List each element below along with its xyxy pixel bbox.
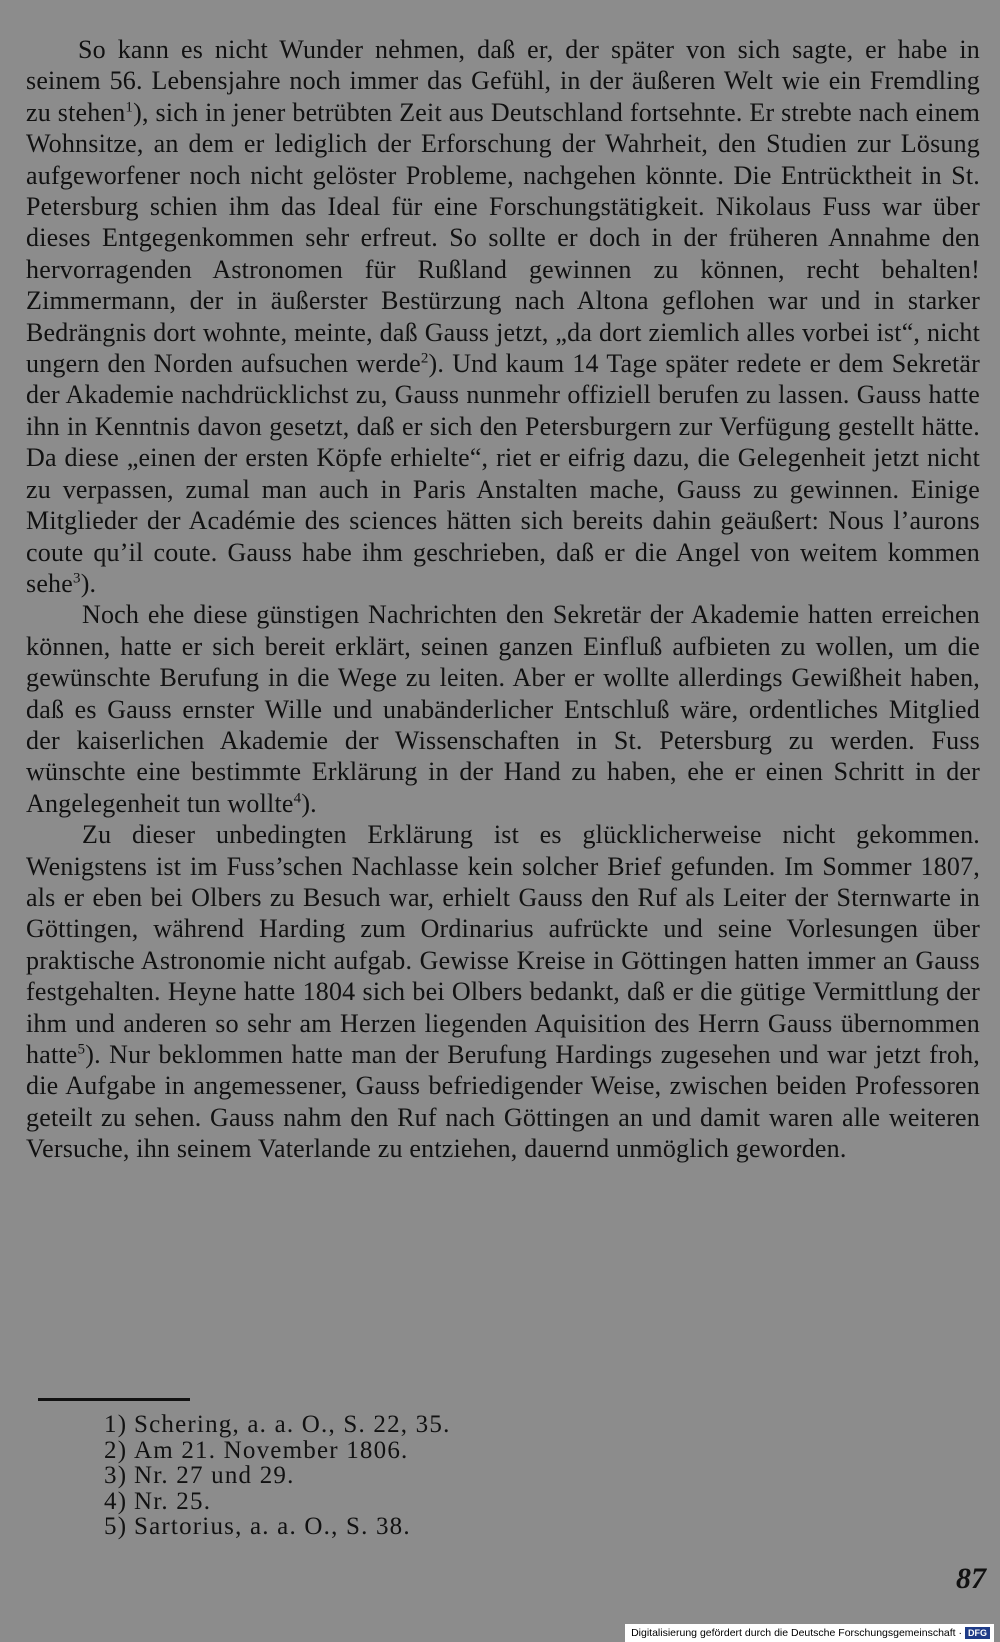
footnote-text: Nr. 27 und 29. [134, 1462, 295, 1490]
page-number: 87 [956, 1562, 986, 1595]
footnote-text: Sartorius, a. a. O., S. 38. [134, 1513, 411, 1541]
paragraph [26, 34, 980, 599]
credit-text: Digitalisierung gefördert durch die Deutsche Forschungsgemeinschaft · [631, 1627, 962, 1639]
footnotes [104, 1412, 604, 1540]
footnote-text: Nr. 25. [134, 1487, 212, 1515]
footnote-ref: 4 [293, 790, 302, 807]
footnote-ref: 1 [125, 99, 134, 116]
footnote-mark: 2) [104, 1436, 128, 1464]
footnote-divider [38, 1398, 190, 1401]
footnote-ref: 5 [77, 1041, 86, 1058]
footnote-mark: 3) [104, 1462, 128, 1490]
footnote-ref: 2 [420, 350, 429, 367]
text-run: So kann es nicht Wunder nehmen, daß er, der später von sich sagte, er habe in seinem 56. Lebensjahre noch immer das Gefühl, in der äußeren Welt wie ein Fremdling zu stehen [26, 35, 980, 127]
footnote [104, 1514, 604, 1540]
text-run: Zu dieser unbedingten Erklärung ist es glücklicherweise nicht gekommen. Wenigstens ist im Fuss’schen Nachlasse kein solcher Brief gefunden. Im Sommer 1807, als er eben bei Olbers zu Besuch war, erhielt Gauss den Ruf als Leiter der Sternwarte in Göttingen, während Harding zum Ordinarius aufrückte und seine Vorlesungen über praktische Astronomie nicht aufgab. Gewisse Kreise in Göttingen hatten immer an Gauss festgehalten. Heyne hatte 1804 sich bei Olbers bedankt, daß er die gütige Vermittlung der ihm und anderen so sehr am Herzen liegenden Aquisition des Herrn Gauss übernommen hatte [26, 820, 980, 1069]
footnote-mark: 5) [104, 1513, 128, 1541]
text-run: ). [301, 788, 317, 818]
footnote [104, 1438, 604, 1464]
footnote [104, 1463, 604, 1489]
digitization-credit [625, 1624, 994, 1642]
text-run: Noch ehe diese günstigen Nachrichten den Sekretär der Akademie hatten erreichen können, hatte er sich bereit erklärt, seinen ganzen Einfluß aufbieten zu wollen, um die gewünschte Berufung in die Wege zu leiten. Aber er wollte allerdings Gewißheit haben, daß es Gauss ernster Wille und unabänderlicher Entschluß wäre, ordentliches Mitglied der kaiserlichen Akademie der Wissenschaften in St. Petersburg zu werden. Fuss wünschte eine bestimmte Erklärung in der Hand zu haben, ehe er einen Schritt in der Angelegenheit tun wollte [26, 600, 980, 818]
text-run: ). Und kaum 14 Tage später redete er dem Sekretär der Akademie nachdrücklichst zu, Gauss nunmehr offiziell berufen zu lassen. Gauss hatte ihn in Kenntnis davon gesetzt, daß er sich den Petersburgern zur Verfügung gestellt hätte. Da diese „einen der ersten Köpfe erhielte“, riet er eifrig dazu, die Gelegenheit jetzt nicht zu verpassen, zumal man auch in Paris Anstalten mache, Gauss zu gewinnen. Einige Mitglieder der Académie des sciences hätten sich bereits dahin geäußert: Nous l’aurons coute qu’il coute. Gauss habe ihm geschrieben, daß er die Angel von weitem kommen sehe [26, 349, 980, 598]
footnote-text: Schering, a. a. O., S. 22, 35. [134, 1411, 451, 1438]
footnote-mark: 1) [104, 1411, 128, 1438]
text-run: ), sich in jener betrübten Zeit aus Deutschland fortsehnte. Er strebte nach einem Wohnsitze, an dem er lediglich der Erforschung der Wahrheit, den Studien zur Lösung aufgeworfener noch nicht gelöster Probleme, nachgehen könnte. Die Entrücktheit in St. Petersburg schien ihm das Ideal für eine Forschungstätigkeit. Nikolaus Fuss war über dieses Entgegenkommen sehr erfreut. So sollte er doch in der früheren Annahme den hervorragenden Astronomen für Rußland gewinnen zu können, recht behalten! Zimmermann, der in äußerster Bestürzung nach Altona geflohen war und in starker Bedrängnis dort wohnte, meinte, daß Gauss jetzt, „da dort ziemlich alles vorbei ist“, nicht ungern den Norden aufsuchen werde [26, 97, 980, 379]
dfg-logo-icon: DFG [965, 1627, 990, 1639]
body-text [26, 34, 980, 1165]
paragraph [26, 599, 980, 819]
text-run: ). Nur beklommen hatte man der Berufung Hardings zugesehen und war jetzt froh, die Aufgabe in angemessener, Gauss befriedigender Weise, zwischen beiden Professoren geteilt zu sehen. Gauss nahm den Ruf nach Göttingen an und damit waren alle weiteren Versuche, ihn seinem Vaterlande zu entziehen, dauernd unmöglich geworden. [26, 1040, 980, 1164]
footnote [104, 1489, 604, 1515]
paragraph [26, 819, 980, 1164]
footnote-mark: 4) [104, 1487, 128, 1515]
footnote-text: Am 21. November 1806. [134, 1436, 409, 1464]
text-run: ). [80, 568, 97, 598]
footnote [104, 1412, 604, 1438]
footnote-ref: 3 [73, 570, 81, 587]
